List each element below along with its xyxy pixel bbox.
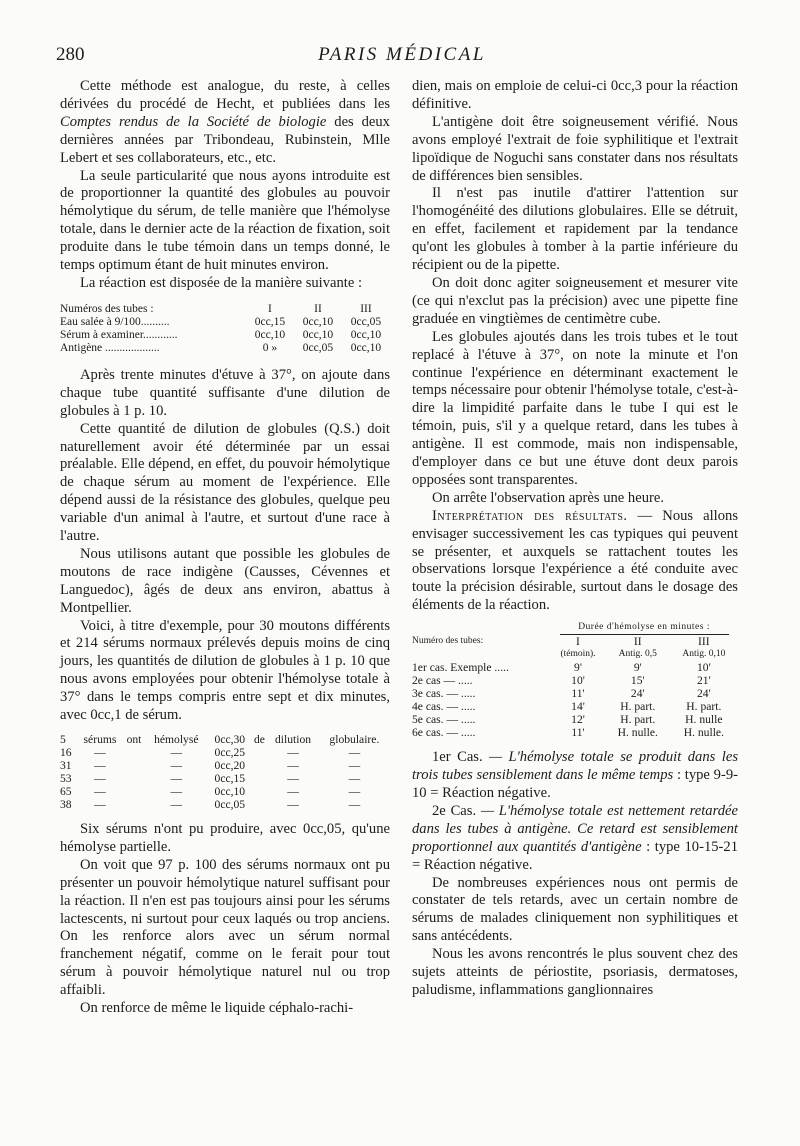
table-header: III bbox=[698, 635, 710, 649]
dilution-table bbox=[60, 733, 390, 811]
paragraph: Six sérums n'ont pu produire, avec 0cc,05, qu'une hémolyse partielle. bbox=[60, 821, 390, 855]
paragraph: L'antigène doit être soigneusement vérifié. Nous avons employé l'extrait de foie syphilitique et l'extrait lipoïdique de Noguchi sans constater dans nos résultats de différences bien sensibles. bbox=[412, 113, 738, 184]
table-header: Numéro des tubes: bbox=[412, 636, 484, 647]
table-row: 5e cas. — ..... 12' H. part. H. nulle bbox=[412, 713, 723, 727]
page-header bbox=[56, 44, 748, 70]
table-row: 53 — — 0cc,15 — — bbox=[60, 772, 361, 785]
table-row: 16 — — 0cc,25 — — bbox=[60, 746, 361, 759]
table-header-row: 5 sérums ont hémolysé 0cc,30 de dilution globulaire. bbox=[60, 733, 380, 746]
page-number: 280 bbox=[56, 44, 85, 65]
tube-setup-table bbox=[60, 303, 390, 355]
table-row: 38 — — 0cc,05 — — bbox=[60, 798, 361, 811]
paragraph: On doit donc agiter soigneusement et mesurer vite (ce qui n'exclut pas la précision) avec une pipette fine graduée en vingtièmes de centimètre cube. bbox=[412, 274, 738, 327]
table-row: 31 — — 0cc,20 — — bbox=[60, 759, 361, 772]
paragraph: 2e Cas. — L'hémolyse totale est nettement retardée dans les tubes à antigène. Ce retard est sensiblement proportionnel aux quantités d'antigène : type 10-15-21 = Réaction négative. bbox=[412, 802, 738, 873]
table-subheader: Antig. 0,5 bbox=[618, 649, 657, 660]
table-subheader: Antig. 0,10 bbox=[682, 649, 726, 660]
paragraph: dien, mais on emploie de celui-ci 0cc,3 pour la réaction définitive. bbox=[412, 78, 738, 112]
table-row: 6e cas. — ..... 11' H. nulle. H. nulle. bbox=[412, 726, 724, 740]
table-header: I bbox=[268, 302, 272, 315]
paragraph: Cette méthode est analogue, du reste, à celles dérivées du procédé de Hecht, et publiées dans les Comptes rendus de la Société de biologie des deux dernières années par Tribondeau, Rubinstein, Mlle Lebert et ses collaborateurs, etc., etc. bbox=[60, 78, 390, 166]
section-heading: Interprétation des résultats. bbox=[432, 507, 628, 524]
paragraph: La seule particularité que nous ayons introduite est de proportionner la quantité des globules au pouvoir hémolytique du sérum, de telle manière que l'hémolyse totale, dans le dernier acte de la réaction de fixation, soit produite dans le tube témoin dans un temps donné, le temps optimum étant de huit minutes environ. bbox=[60, 167, 390, 274]
table-row: 65 — — 0cc,10 — — bbox=[60, 785, 361, 798]
table-header: II bbox=[633, 635, 642, 649]
paragraph: Après trente minutes d'étuve à 37°, on ajoute dans chaque tube quantité suffisante d'une dilution de globules à 1 p. 10. bbox=[60, 366, 390, 419]
paragraph: Nous les avons rencontrés le plus souvent chez des sujets atteints de périostite, psoriasis, dermatoses, paludisme, inflammations ganglionnaires bbox=[412, 946, 738, 998]
right-column bbox=[412, 78, 738, 1000]
table-row: Eau salée à 9/100.......... 0cc,15 0cc,10 0cc,05 bbox=[60, 315, 382, 328]
paragraph: Interprétation des résultats. — Nous allons envisager successivement les cas typiques qui peuvent se présenter, et auxquels se rattachent toutes les observations lorsque l'expérience a été conduite avec toute la précision désirable, surtout dans le dosage des éléments de la réaction. bbox=[412, 507, 738, 614]
paragraph: Les globules ajoutés dans les trois tubes et le tout replacé à l'étuve à 37°, on note la minute et l'on continue l'expérience en déterminant exactement le temps nécessaire pour obtenir l'hémolyse totale, c'est-à-dire la limpidité parfaite dans le tube I qui est le témoin, puis, s'il y a quelque retard, dans les tubes à antigène. Il est commode, mais non indispensable, d'employer dans ce but une étuve dont deux parois opposées sont transparentes. bbox=[412, 328, 738, 488]
table-caption: Durée d'hémolyse en minutes : bbox=[550, 621, 738, 635]
table-header: II bbox=[314, 302, 322, 315]
table-row: 4e cas. — ..... 14' H. part. H. part. bbox=[412, 700, 722, 714]
table-row: 1er cas. Exemple ..... 9' 9' 10' bbox=[412, 661, 711, 675]
hemolysis-table bbox=[412, 621, 738, 739]
paragraph: Cette quantité de dilution de globules (Q.S.) doit naturellement avoir été déterminée par un essai préalable. Elle dépend, en effet, du pouvoir hémolytique de chaque sérum au moment de l'expérience. Elle dépend aussi de la résistance des globules, quelque peu variable d'un animal à l'autre, et surtout d'une race à l'autre. bbox=[60, 420, 390, 545]
paragraph: Nous utilisons autant que possible les globules de moutons de race indigène (Causses, Cévennes et Languedoc), âgés de deux ans environ, abattus à Montpellier. bbox=[60, 545, 390, 616]
left-column bbox=[60, 78, 390, 1018]
paragraph: De nombreuses expériences nous ont permis de constater de tels retards, avec un certain nombre de sérums de malades cliniquement non syphilitiques et sans antécédents. bbox=[412, 874, 738, 945]
table-subheader: (témoin). bbox=[560, 649, 596, 660]
paragraph: On renforce de même le liquide céphalo-rachi- bbox=[80, 1000, 354, 1017]
paragraph: On arrête l'observation après une heure. bbox=[432, 489, 664, 506]
paragraph: Il n'est pas inutile d'attirer l'attention sur l'homogénéité des dilutions globulaires. Elle se détruit, en effet, facilement et rapidement par la tendance qu'ont les globules à tomber à la partie inférieure du récipient ou de la pipette. bbox=[412, 185, 738, 274]
table-header: Numéros des tubes : bbox=[60, 302, 154, 315]
paragraph: La réaction est disposée de la manière suivante : bbox=[80, 274, 363, 291]
table-row: 3e cas. — ..... 11' 24' 24' bbox=[412, 687, 711, 701]
paragraph: Voici, à titre d'exemple, pour 30 moutons différents et 214 sérums normaux prélevés depuis moins de cinq jours, les quantités de dilution de globules à 1 p. 10 que nous avons employées pour obtenir l'hémolyse totale à 37° dans le temps compris entre sept et dix minutes, avec 0cc,1 de sérum. bbox=[60, 617, 390, 724]
table-row: Antigène ................... 0 » 0cc,05 0cc,10 bbox=[60, 341, 382, 354]
table-row: 2e cas — ..... 10' 15' 21' bbox=[412, 674, 711, 688]
table-header: III bbox=[360, 302, 372, 315]
table-row: Sérum à examiner............ 0cc,10 0cc,10 0cc,10 bbox=[60, 328, 382, 341]
paragraph: 1er Cas. — L'hémolyse totale se produit dans les trois tubes sensiblement dans le même temps : type 9-9-10 = Réaction négative. bbox=[412, 749, 738, 801]
journal-title: PARIS MÉDICAL bbox=[318, 44, 486, 65]
paragraph: On voit que 97 p. 100 des sérums normaux ont pu présenter un pouvoir hémolytique naturel suffisant pour la réaction. Il n'en est pas toujours ainsi pour les sérums lactescents, ni surtout pour ceux laqués ou trop anciens. On les renforce alors avec un sérum normal franchement négatif, comme on le ferait pour tout sérum à pouvoir hémolytique naturel nul ou trop affaibli. bbox=[60, 856, 390, 999]
table-header: I bbox=[576, 635, 580, 649]
